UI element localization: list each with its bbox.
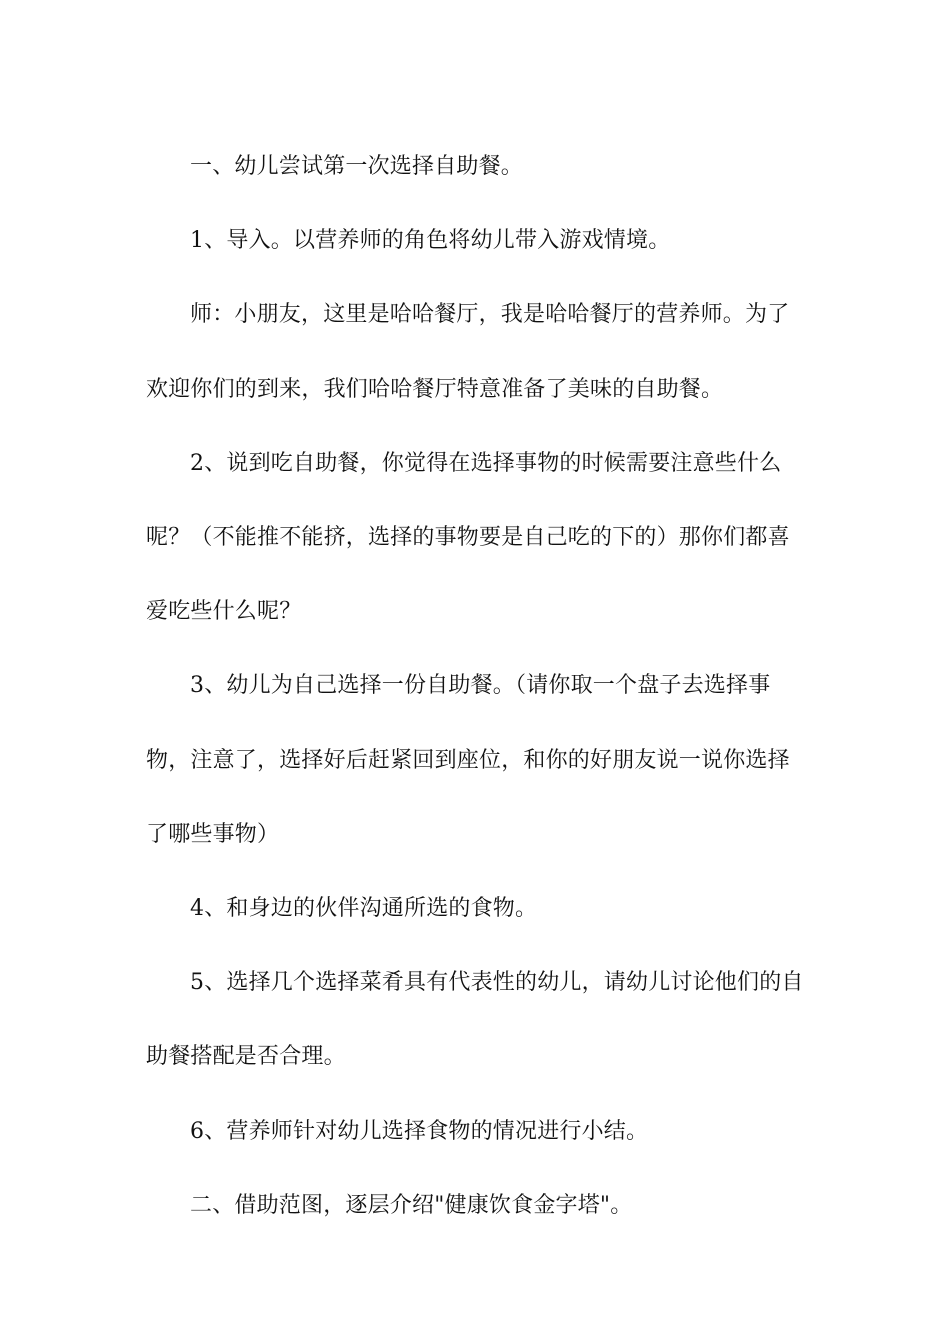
document-body	[146, 130, 811, 1243]
paragraph-teacher-speech: 师：小朋友，这里是哈哈餐厅，我是哈哈餐厅的营养师。为了欢迎你们的到来，我们哈哈餐厅特意准备了美味的自助餐。	[146, 302, 790, 402]
paragraph-step-6: 6、营养师针对幼儿选择食物的情况进行小结。	[190, 1118, 649, 1144]
paragraph-step-3: 3、幼儿为自己选择一份自助餐。（请你取一个盘子去选择事物，注意了，选择好后赶紧回到座位，和你的好朋友说一说你选择了哪些事物）	[146, 673, 790, 847]
paragraph-step-2: 2、说到吃自助餐，你觉得在选择事物的时候需要注意些什么呢？（不能推不能挤，选择的事物要是自己吃的下的）那你们都喜爱吃些什么呢？	[146, 450, 790, 625]
paragraph-step-5: 5、选择几个选择菜肴具有代表性的幼儿，请幼儿讨论他们的自助餐搭配是否合理。	[146, 970, 804, 1070]
paragraph-section-1-heading: 一、幼儿尝试第一次选择自助餐。	[190, 154, 524, 179]
paragraph-step-1: 1、导入。以营养师的角色将幼儿带入游戏情境。	[190, 228, 671, 254]
paragraph-step-4: 4、和身边的伙伴沟通所选的食物。	[190, 896, 538, 922]
paragraph-section-2-heading: 二、借助范图，逐层介绍"健康饮食金字塔"。	[190, 1192, 633, 1218]
